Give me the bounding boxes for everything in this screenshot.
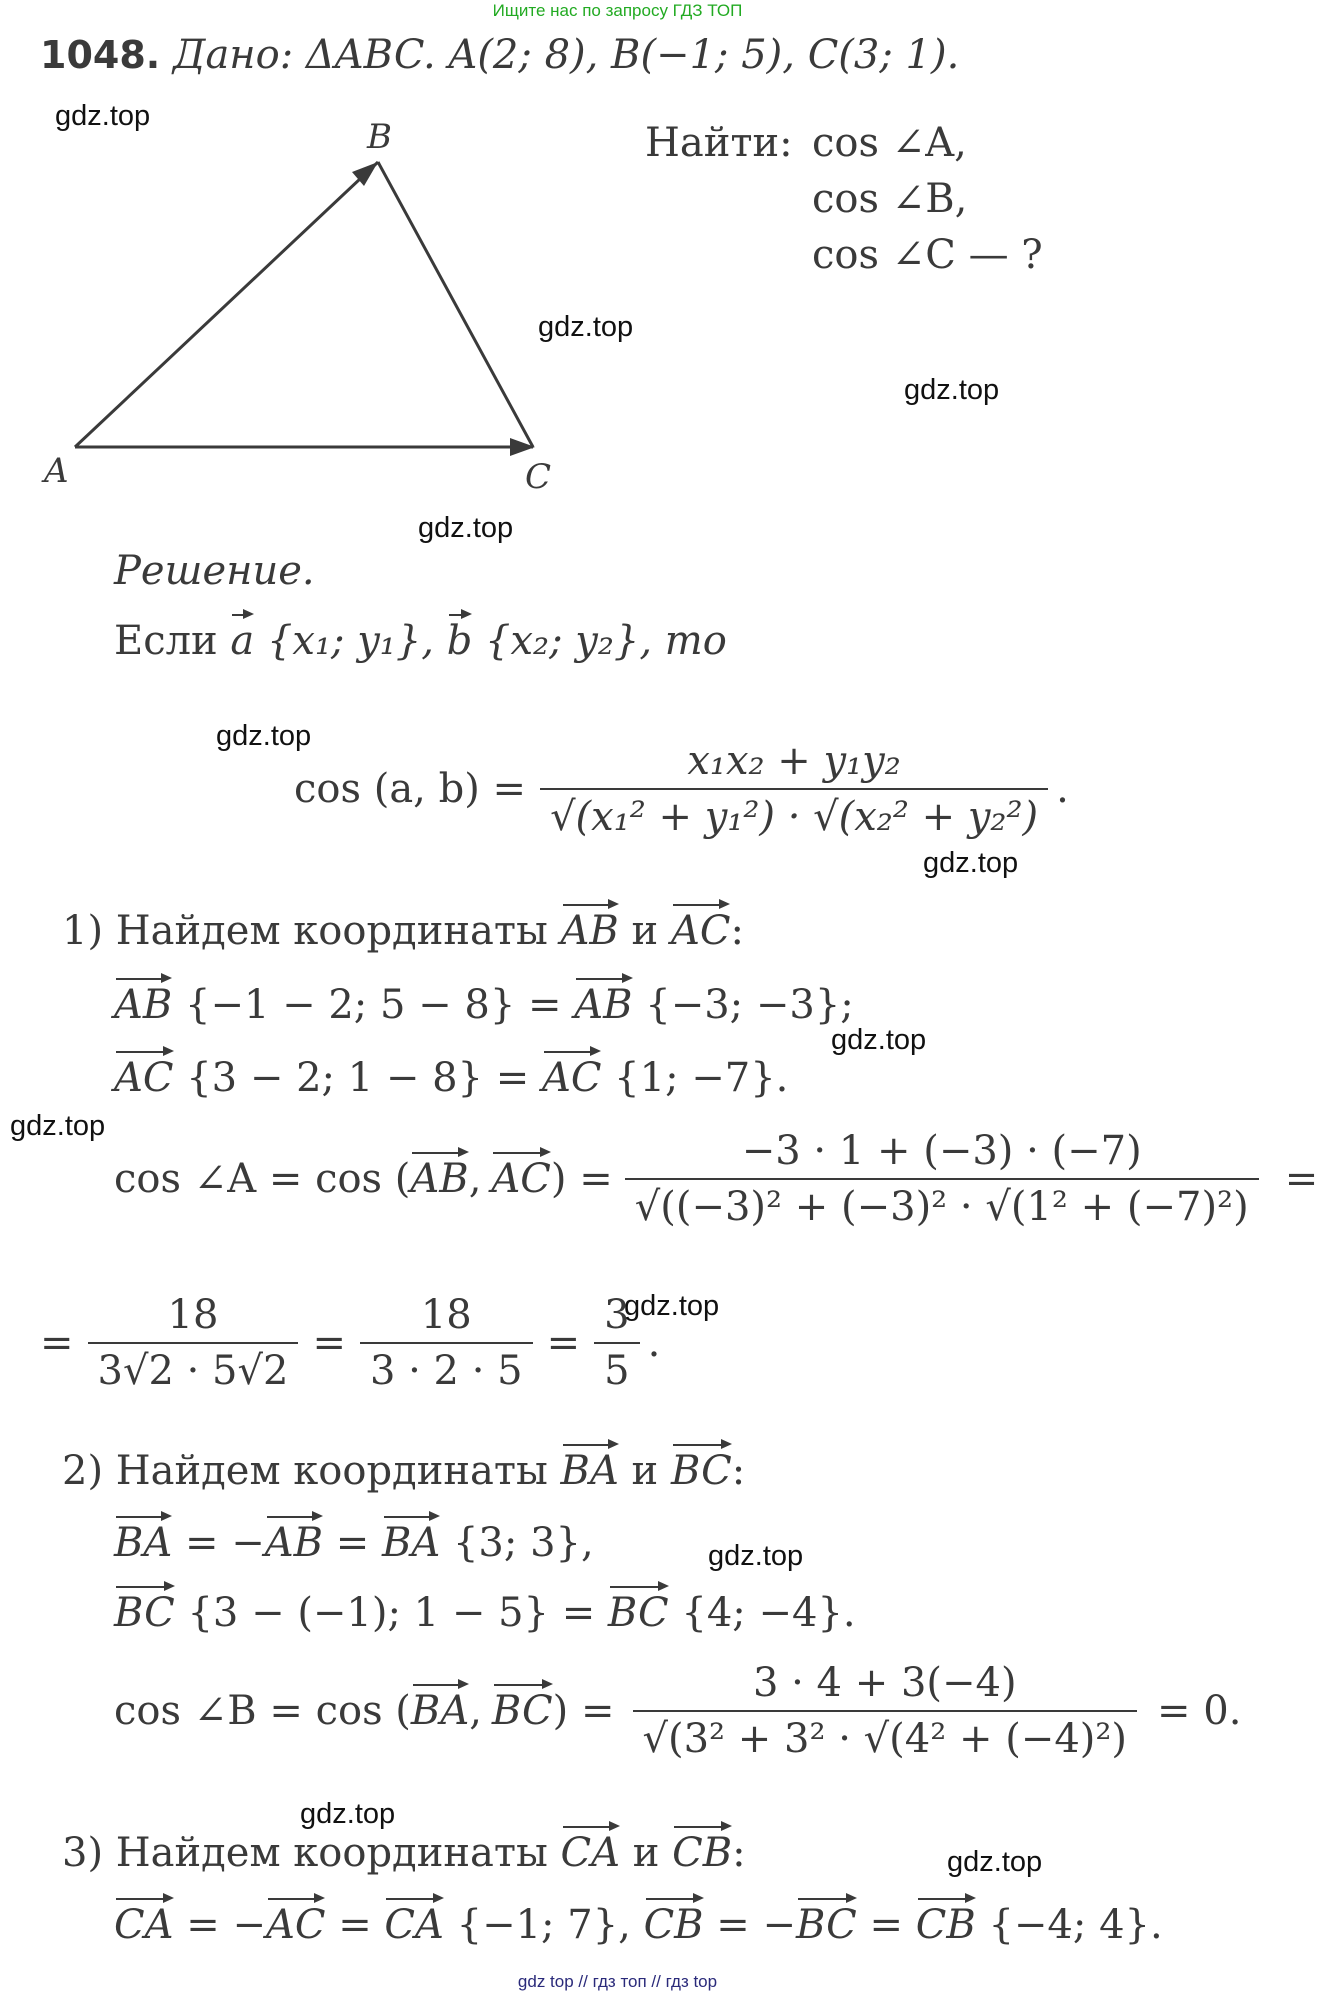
- watermark: gdz.top: [947, 1846, 1043, 1878]
- cos-b-fraction: [633, 1660, 1138, 1762]
- watermark: gdz.top: [904, 374, 1000, 406]
- cos-a-frac-1: [88, 1292, 299, 1394]
- formula-lhs: cos (a, b) =: [294, 766, 527, 812]
- step3-title: [62, 1830, 746, 1876]
- if-line: [114, 618, 727, 664]
- ac-calc: {3 − 2; 1 − 8} =: [186, 1055, 530, 1101]
- cos-b-denominator: √(3² + 3² · √(4² + (−4)²): [633, 1710, 1138, 1762]
- vector-ca: CA: [560, 1830, 621, 1876]
- cos-b-result: = 0.: [1157, 1688, 1242, 1734]
- watermark: gdz.top: [418, 512, 514, 544]
- vector-cb: CB: [643, 1902, 704, 1948]
- formula-fraction: [540, 738, 1048, 840]
- equals: =: [312, 1320, 346, 1366]
- top-ad-link[interactable]: Ищите нас по запросу ГДЗ ТОП: [492, 1, 743, 20]
- step1-title-text: 1) Найдем координаты: [62, 908, 548, 954]
- frac3-num: 3: [604, 1292, 630, 1338]
- step2-title-text: 2) Найдем координаты: [62, 1448, 548, 1494]
- bottom-links[interactable]: gdz top // гдз топ // гдз top: [517, 1972, 718, 1991]
- cos-a-line: [114, 1128, 1318, 1230]
- formula-period: .: [1056, 766, 1069, 812]
- frac1-num: 18: [167, 1292, 219, 1338]
- equals: =: [546, 1320, 581, 1366]
- equals: =: [338, 1902, 372, 1948]
- neg-eq: = −: [185, 1520, 265, 1566]
- vector-cb: CB: [915, 1902, 976, 1948]
- neg-eq: = −: [186, 1902, 266, 1948]
- ab-calc: {−1 − 2; 5 − 8} =: [185, 982, 562, 1028]
- step3-line: [114, 1902, 1163, 1948]
- vector-bc: BC: [607, 1590, 669, 1636]
- vector-a: a: [230, 618, 255, 664]
- vector-ab: AB: [264, 1520, 324, 1566]
- watermark: gdz.top: [708, 1540, 804, 1572]
- cos-a-equals: =: [1284, 1156, 1318, 1202]
- vector-b: b: [446, 618, 473, 664]
- ac-result: {1; −7}.: [614, 1055, 789, 1101]
- and-word: и: [631, 1448, 659, 1494]
- problem-given: Дано: ΔABC. A(2; 8), B(−1; 5), C(3; 1).: [172, 32, 960, 78]
- step1-title: [62, 908, 744, 954]
- comma: ,: [468, 1156, 482, 1202]
- close-paren: ) =: [552, 1688, 615, 1734]
- problem-header: [40, 32, 959, 78]
- watermark: gdz.top: [216, 720, 312, 752]
- vector-ab: AB: [410, 1156, 469, 1202]
- watermark: gdz.top: [831, 1024, 927, 1056]
- vector-ca: CA: [384, 1902, 444, 1948]
- cos-a-simplification: [40, 1292, 660, 1394]
- colon: :: [730, 908, 744, 954]
- and-word: и: [631, 908, 659, 954]
- find-line-3: cos ∠C — ?: [812, 232, 1043, 278]
- watermark: gdz.top: [10, 1110, 106, 1142]
- vector-ab: AB: [114, 982, 173, 1028]
- period: .: [647, 1320, 661, 1366]
- step1-ac-line: [114, 1055, 788, 1101]
- cos-a-numerator: −3 · 1 + (−3) · (−7): [741, 1128, 1142, 1174]
- cb-result: {−4; 4}.: [988, 1902, 1163, 1948]
- vector-ac: AC: [114, 1055, 174, 1101]
- bc-result: {4; −4}.: [681, 1590, 856, 1636]
- step3-title-text: 3) Найдем координаты: [62, 1830, 548, 1876]
- vertex-c-label: C: [525, 457, 552, 497]
- side-bc: [378, 162, 533, 447]
- watermark: gdz.top: [300, 1798, 396, 1830]
- cos-a-frac-2: [360, 1292, 533, 1394]
- vector-bc: BC: [114, 1590, 175, 1636]
- vertex-b-label: B: [367, 117, 392, 157]
- equals: =: [869, 1902, 904, 1948]
- vector-ac: AC: [670, 908, 731, 954]
- side-ab: [75, 162, 378, 447]
- vector-ca: CA: [114, 1902, 174, 1948]
- vector-ba: BA: [114, 1520, 173, 1566]
- step2-bc-line: [114, 1590, 856, 1636]
- cos-a-fraction: [625, 1128, 1259, 1230]
- b-coords: {x₂; y₂}, то: [485, 618, 727, 664]
- a-coords: {x₁; y₁},: [266, 618, 434, 664]
- vertex-a-label: A: [44, 451, 69, 491]
- cos-b-line: [114, 1660, 1241, 1762]
- vector-ab: AB: [560, 908, 619, 954]
- step2-ba-line: [114, 1520, 594, 1566]
- vector-ba: BA: [381, 1520, 441, 1566]
- solution-heading: Решение.: [114, 548, 315, 594]
- watermark: gdz.top: [923, 847, 1019, 879]
- cos-b-lhs: cos ∠B = cos (: [114, 1688, 411, 1734]
- ba-result: {3; 3},: [452, 1520, 594, 1566]
- colon: :: [732, 1830, 746, 1876]
- vector-bc: BC: [670, 1448, 732, 1494]
- cos-a-denominator: √((−3)² + (−3)² · √(1² + (−7)²): [625, 1178, 1259, 1230]
- vector-ba: BA: [560, 1448, 619, 1494]
- problem-number: 1048.: [40, 33, 161, 77]
- vector-ac: AC: [491, 1156, 551, 1202]
- vector-ac: AC: [541, 1055, 602, 1101]
- close-paren: ) =: [550, 1156, 613, 1202]
- if-text: Если: [114, 618, 218, 664]
- watermark: gdz.top: [55, 100, 151, 132]
- vector-ab: AB: [574, 982, 633, 1028]
- step2-title: [62, 1448, 745, 1494]
- frac2-num: 18: [420, 1292, 472, 1338]
- ab-result: {−3; −3};: [645, 982, 854, 1028]
- step1-ab-line: [114, 982, 854, 1028]
- comma: ,: [469, 1688, 482, 1734]
- cos-a-lhs: cos ∠A = cos (: [114, 1156, 411, 1202]
- find-label: Найти:: [645, 120, 793, 166]
- vector-ba: BA: [410, 1688, 470, 1734]
- triangle-figure: [30, 110, 570, 500]
- frac1-den: 3√2 · 5√2: [88, 1342, 299, 1394]
- ca-result: {−1; 7},: [456, 1902, 631, 1948]
- cos-b-numerator: 3 · 4 + 3(−4): [752, 1660, 1017, 1706]
- find-line-2: cos ∠B,: [812, 176, 968, 222]
- frac2-den: 3 · 2 · 5: [360, 1342, 533, 1394]
- formula-denominator: √(x₁² + y₁²) · √(x₂² + y₂²): [540, 788, 1048, 840]
- cosine-formula: [294, 738, 1069, 840]
- vector-bc: BC: [796, 1902, 857, 1948]
- equals: =: [40, 1320, 74, 1366]
- watermark: gdz.top: [624, 1290, 720, 1322]
- find-line-1: cos ∠A,: [812, 120, 967, 166]
- formula-numerator: x₁x₂ + y₁y₂: [687, 738, 901, 784]
- and-word: и: [632, 1830, 660, 1876]
- colon: :: [731, 1448, 746, 1494]
- watermark: gdz.top: [538, 311, 634, 343]
- frac3-den: 5: [594, 1342, 639, 1394]
- neg-eq: = −: [716, 1902, 797, 1948]
- bc-calc: {3 − (−1); 1 − 5} =: [187, 1590, 596, 1636]
- vector-ac: AC: [265, 1902, 326, 1948]
- vector-cb: CB: [672, 1830, 733, 1876]
- equals: =: [335, 1520, 370, 1566]
- vector-bc: BC: [491, 1688, 553, 1734]
